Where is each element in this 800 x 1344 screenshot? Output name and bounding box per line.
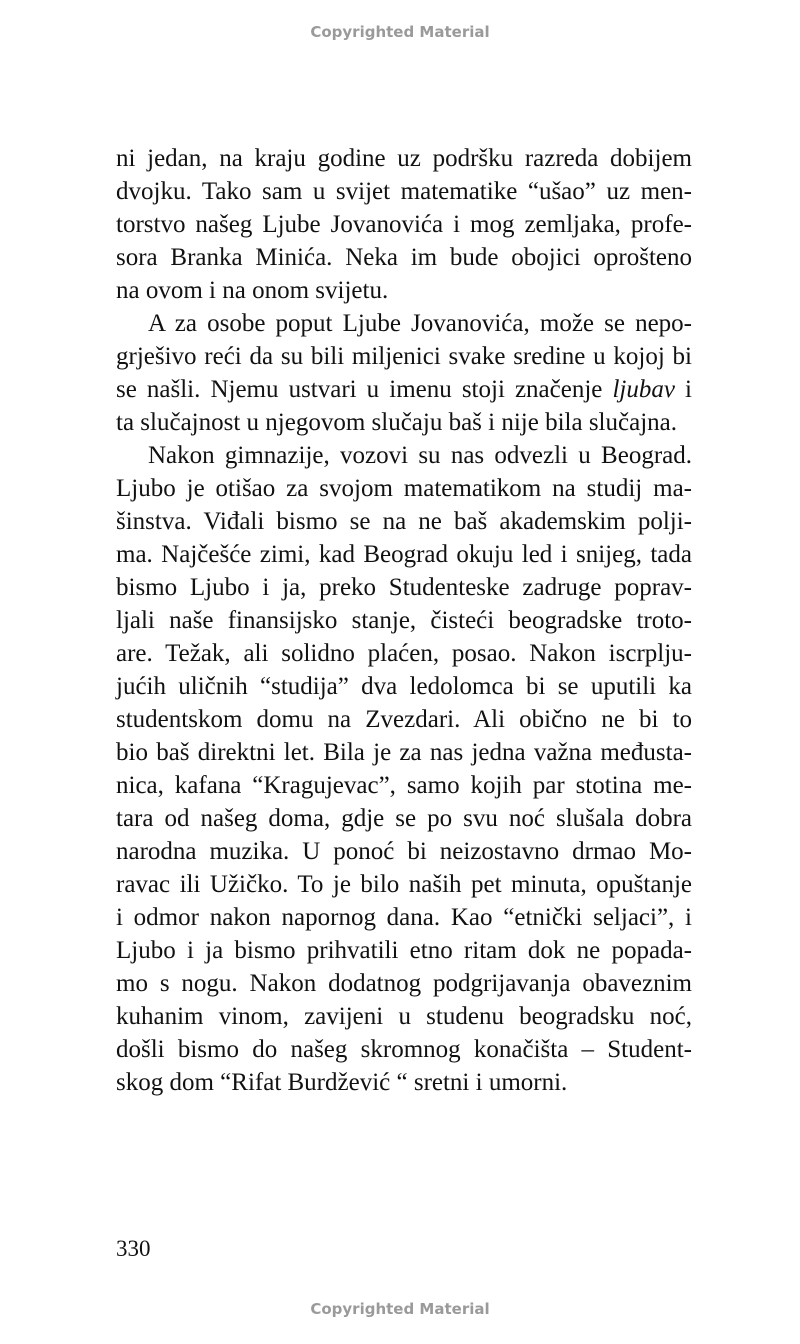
text-line: nica, kafana “Kragujevac”, samo kojih par stotina me- (116, 772, 692, 799)
text-line: bismo Ljubo i ja, preko Studenteske zadruge poprav- (116, 574, 692, 601)
body-text (116, 142, 692, 1099)
text-line: na ovom i na onom svijetu. (116, 277, 389, 304)
text-line: dvojku. Tako sam u svijet matematike “ušao” uz men- (116, 178, 692, 205)
watermark-top: Copyrighted Material (310, 23, 490, 41)
paragraph (116, 439, 692, 1099)
text-fragment: se našli. Njemu ustvari u imenu stoji značenje (116, 376, 613, 403)
text-line: narodna muzika. U ponoć bi neizostavno drmao Mo- (116, 838, 692, 865)
text-line: kuhanim vinom, zavijeni u studenu beogradsku noć, (116, 1003, 692, 1030)
text-line: i odmor nakon napornog dana. Kao “etnički seljaci”, i (116, 904, 692, 931)
text-line: Ljubo je otišao za svojom matematikom na studij ma- (116, 475, 692, 502)
text-line: bio baš direktni let. Bila je za nas jedna važna međusta- (116, 739, 692, 766)
italic-word: ljubav (612, 376, 675, 403)
watermark-bottom: Copyrighted Material (310, 1300, 490, 1318)
text-line: studentskom domu na Zvezdari. Ali obično ne bi to (116, 706, 692, 733)
text-line: A za osobe poput Ljube Jovanovića, može se nepo- (148, 310, 692, 337)
text-fragment: i (674, 376, 692, 403)
text-line: skog dom “Rifat Burdžević “ sretni i umorni. (116, 1069, 568, 1096)
text-line: mo s nogu. Nakon dodatnog podgrijavanja obaveznim (116, 970, 692, 997)
text-line: tara od našeg doma, gdje se po svu noć slušala dobra (116, 805, 692, 832)
text-line: šinstva. Viđali bismo se na ne baš akademskim polji- (116, 508, 692, 535)
text-line (116, 373, 692, 406)
text-line: ma. Najčešće zimi, kad Beograd okuju led i snijeg, tada (116, 541, 692, 568)
text-line: grješivo reći da su bili miljenici svake sredine u kojoj bi (116, 343, 692, 370)
text-line: sora Branka Minića. Neka im bude obojici oprošteno (116, 244, 692, 271)
text-line: torstvo našeg Ljube Jovanovića i mog zemljaka, profe- (116, 211, 692, 238)
text-line: ni jedan, na kraju godine uz podršku razreda dobijem (116, 145, 692, 172)
paragraph (116, 142, 692, 307)
page-number: 330 (116, 1236, 151, 1261)
paragraph (116, 307, 692, 439)
text-line: Nakon gimnazije, vozovi su nas odvezli u Beograd. (148, 442, 692, 469)
text-line: are. Težak, ali solidno plaćen, posao. Nakon iscrplju- (116, 640, 692, 667)
text-line: došli bismo do našeg skromnog konačišta – Student- (116, 1036, 692, 1063)
text-line: jućih uličnih “studija” dva ledolomca bi se uputili ka (116, 673, 692, 700)
text-line: ljali naše finansijsko stanje, čisteći beogradske troto- (116, 607, 692, 634)
text-line: ravac ili Užičko. To je bilo naših pet minuta, opuštanje (116, 871, 692, 898)
text-line: ta slučajnost u njegovom slučaju baš i nije bila slučajna. (116, 409, 677, 436)
text-line: Ljubo i ja bismo prihvatili etno ritam dok ne popada- (116, 937, 692, 964)
